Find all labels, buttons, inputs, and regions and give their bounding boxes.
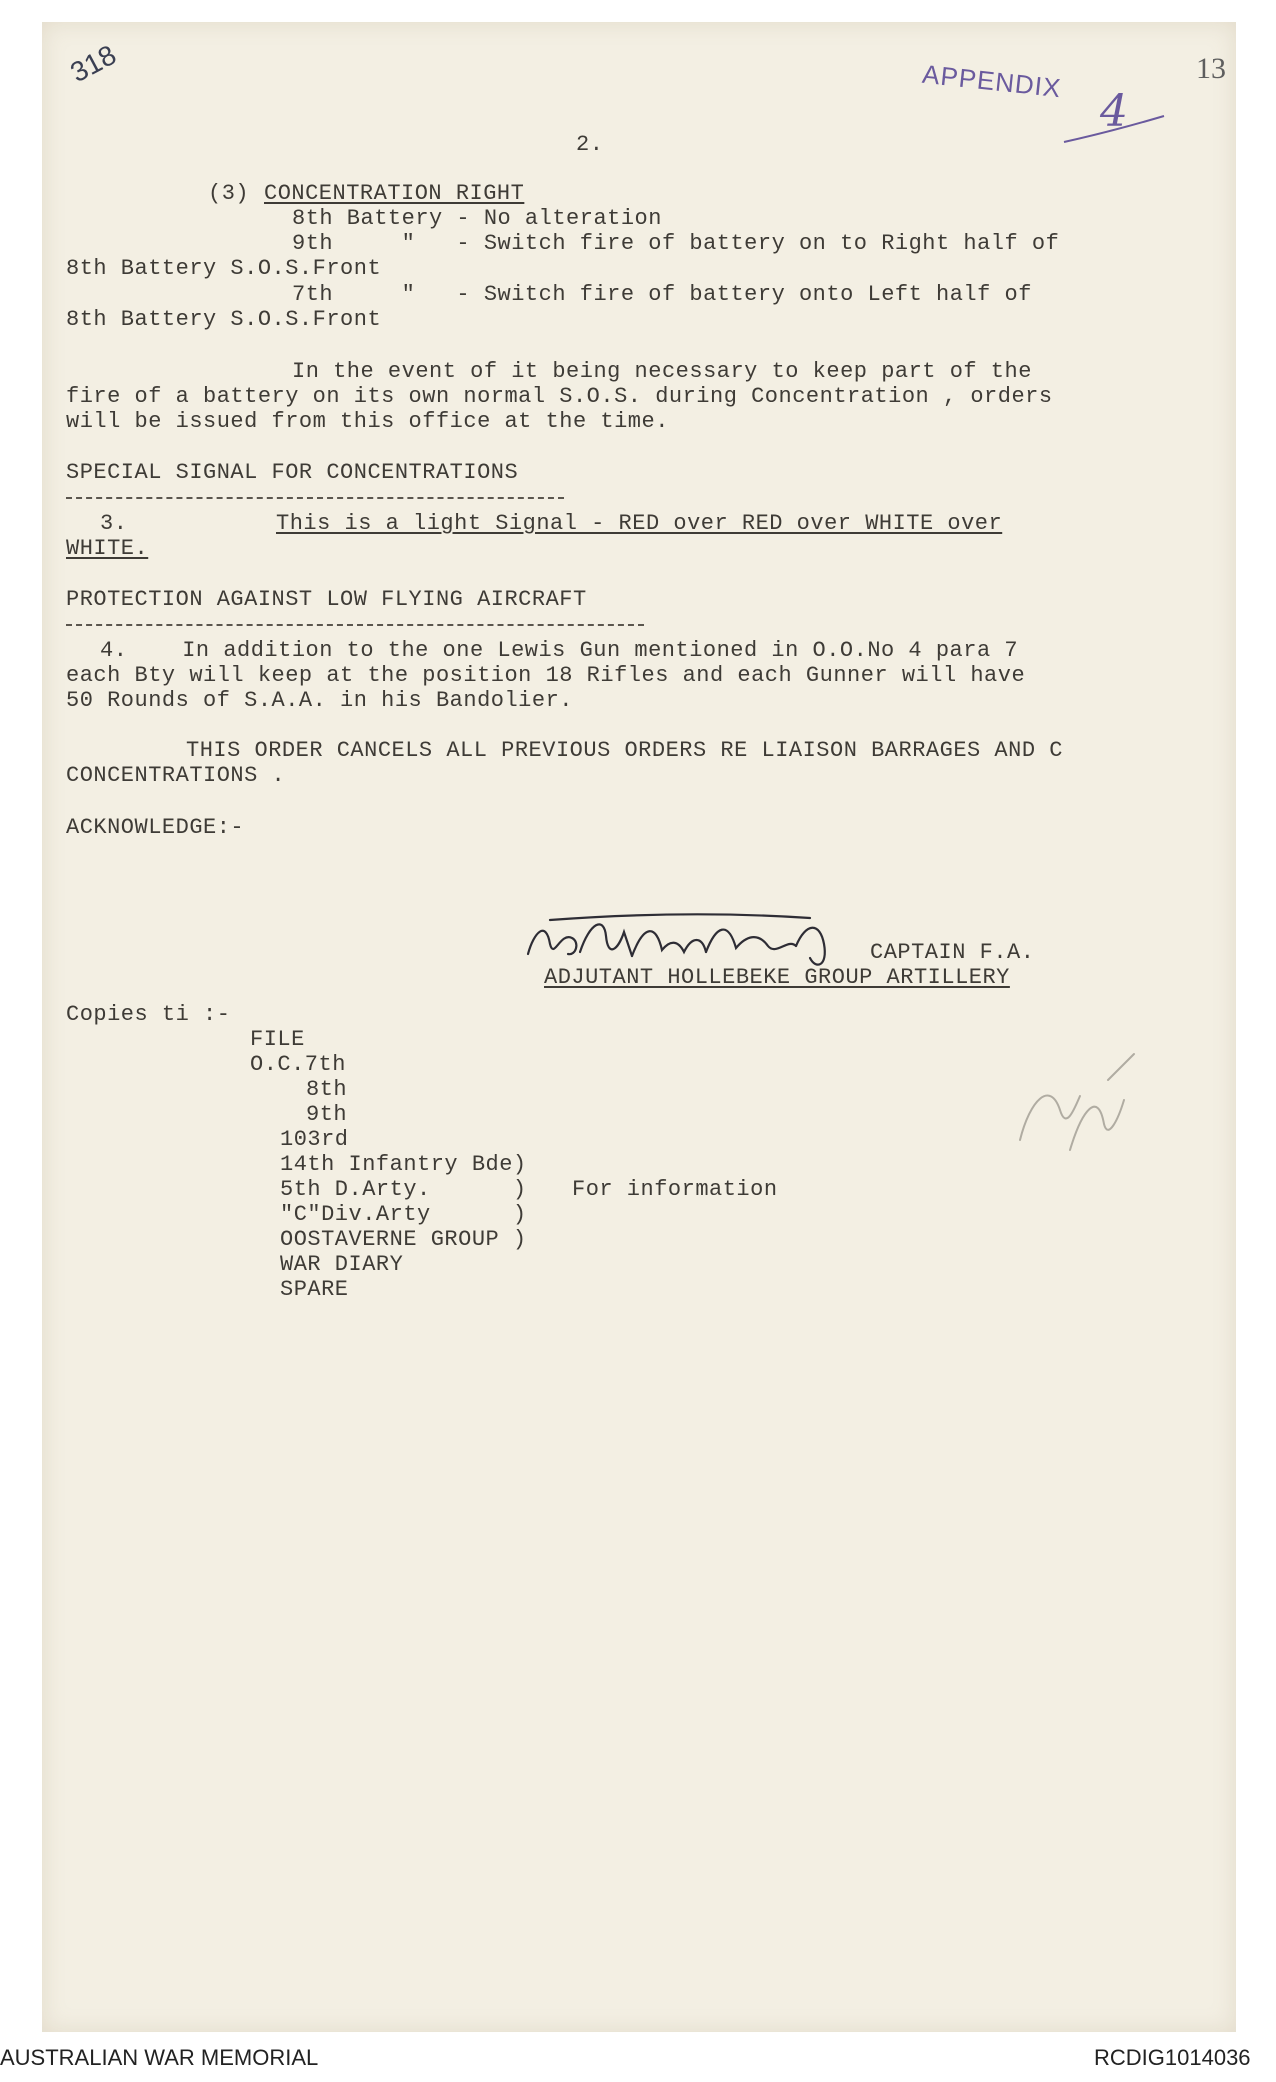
section-line-4: 7th " - Switch fire of battery onto Left half of	[292, 282, 1032, 307]
copy-item: 14th Infantry Bde)	[280, 1152, 527, 1177]
aircraft-heading: PROTECTION AGAINST LOW FLYING AIRCRAFT	[66, 587, 587, 612]
paragraph-4-line-1: 4. In addition to the one Lewis Gun mentioned in O.O.No 4 para 7	[100, 638, 1019, 663]
page-label: 2.	[576, 132, 604, 157]
stamp-underline	[1060, 110, 1170, 150]
cancel-line-2: CONCENTRATIONS .	[66, 763, 286, 788]
signal-heading: SPECIAL SIGNAL FOR CONCENTRATIONS	[66, 460, 519, 485]
copy-item: 103rd	[280, 1127, 349, 1152]
copies-label: Copies ti :-	[66, 1002, 231, 1027]
section-line-1: 8th Battery - No alteration	[292, 206, 662, 231]
copy-item: FILE	[250, 1027, 305, 1052]
heading-rule	[66, 624, 644, 626]
folio-number: 318	[65, 38, 122, 89]
copy-item: O.C.7th	[250, 1052, 346, 1077]
section-line-2: 9th " - Switch fire of battery on to Right half of	[292, 231, 1060, 256]
appendix-number: 4	[1100, 86, 1128, 137]
paragraph-3-number: 3.	[100, 511, 128, 536]
copy-item: 5th D.Arty. )	[280, 1177, 527, 1202]
paragraph-3-continuation: WHITE.	[66, 536, 149, 561]
copy-item: OOSTAVERNE GROUP )	[280, 1227, 527, 1252]
section-line-5: 8th Battery S.O.S.Front	[66, 307, 382, 332]
cancel-line-1: THIS ORDER CANCELS ALL PREVIOUS ORDERS RE LIAISON BARRAGES AND C	[186, 738, 1063, 763]
copy-item: SPARE	[280, 1277, 349, 1302]
section-number: (3)	[208, 181, 250, 206]
paragraph-line-3: will be issued from this office at the time.	[66, 409, 669, 434]
copy-item: WAR DIARY	[280, 1252, 404, 1277]
acknowledge-line: ACKNOWLEDGE:-	[66, 815, 245, 840]
paragraph-3-text: This is a light Signal - RED over RED over WHITE over	[276, 511, 1003, 536]
signature-rank: CAPTAIN F.A.	[870, 940, 1035, 965]
appendix-stamp: APPENDIX	[920, 58, 1063, 104]
copy-item: 9th	[306, 1102, 348, 1127]
paragraph-4-line-3: 50 Rounds of S.A.A. in his Bandolier.	[66, 688, 573, 713]
paragraph-line-1: In the event of it being necessary to keep part of the	[292, 359, 1032, 384]
signature-title: ADJUTANT HOLLEBEKE GROUP ARTILLERY	[544, 965, 1010, 990]
footer-record-id: RCDIG1014036	[1094, 2045, 1251, 2070]
signature-scrawl	[520, 902, 870, 972]
section-line-3: 8th Battery S.O.S.Front	[66, 256, 382, 281]
pencil-initials	[1000, 1040, 1150, 1170]
paragraph-line-2: fire of a battery on its own normal S.O.S. during Concentration , orders	[66, 384, 1053, 409]
copy-item: 8th	[306, 1077, 348, 1102]
for-information-note: For information	[572, 1177, 778, 1202]
paragraph-4-line-2: each Bty will keep at the position 18 Rifles and each Gunner will have	[66, 663, 1026, 688]
section-title: CONCENTRATION RIGHT	[264, 181, 525, 206]
footer-archive-name: AUSTRALIAN WAR MEMORIAL	[0, 2045, 319, 2070]
heading-rule	[66, 497, 564, 499]
page-number: 13	[1196, 52, 1226, 85]
copy-item: "C"Div.Arty )	[280, 1202, 527, 1227]
